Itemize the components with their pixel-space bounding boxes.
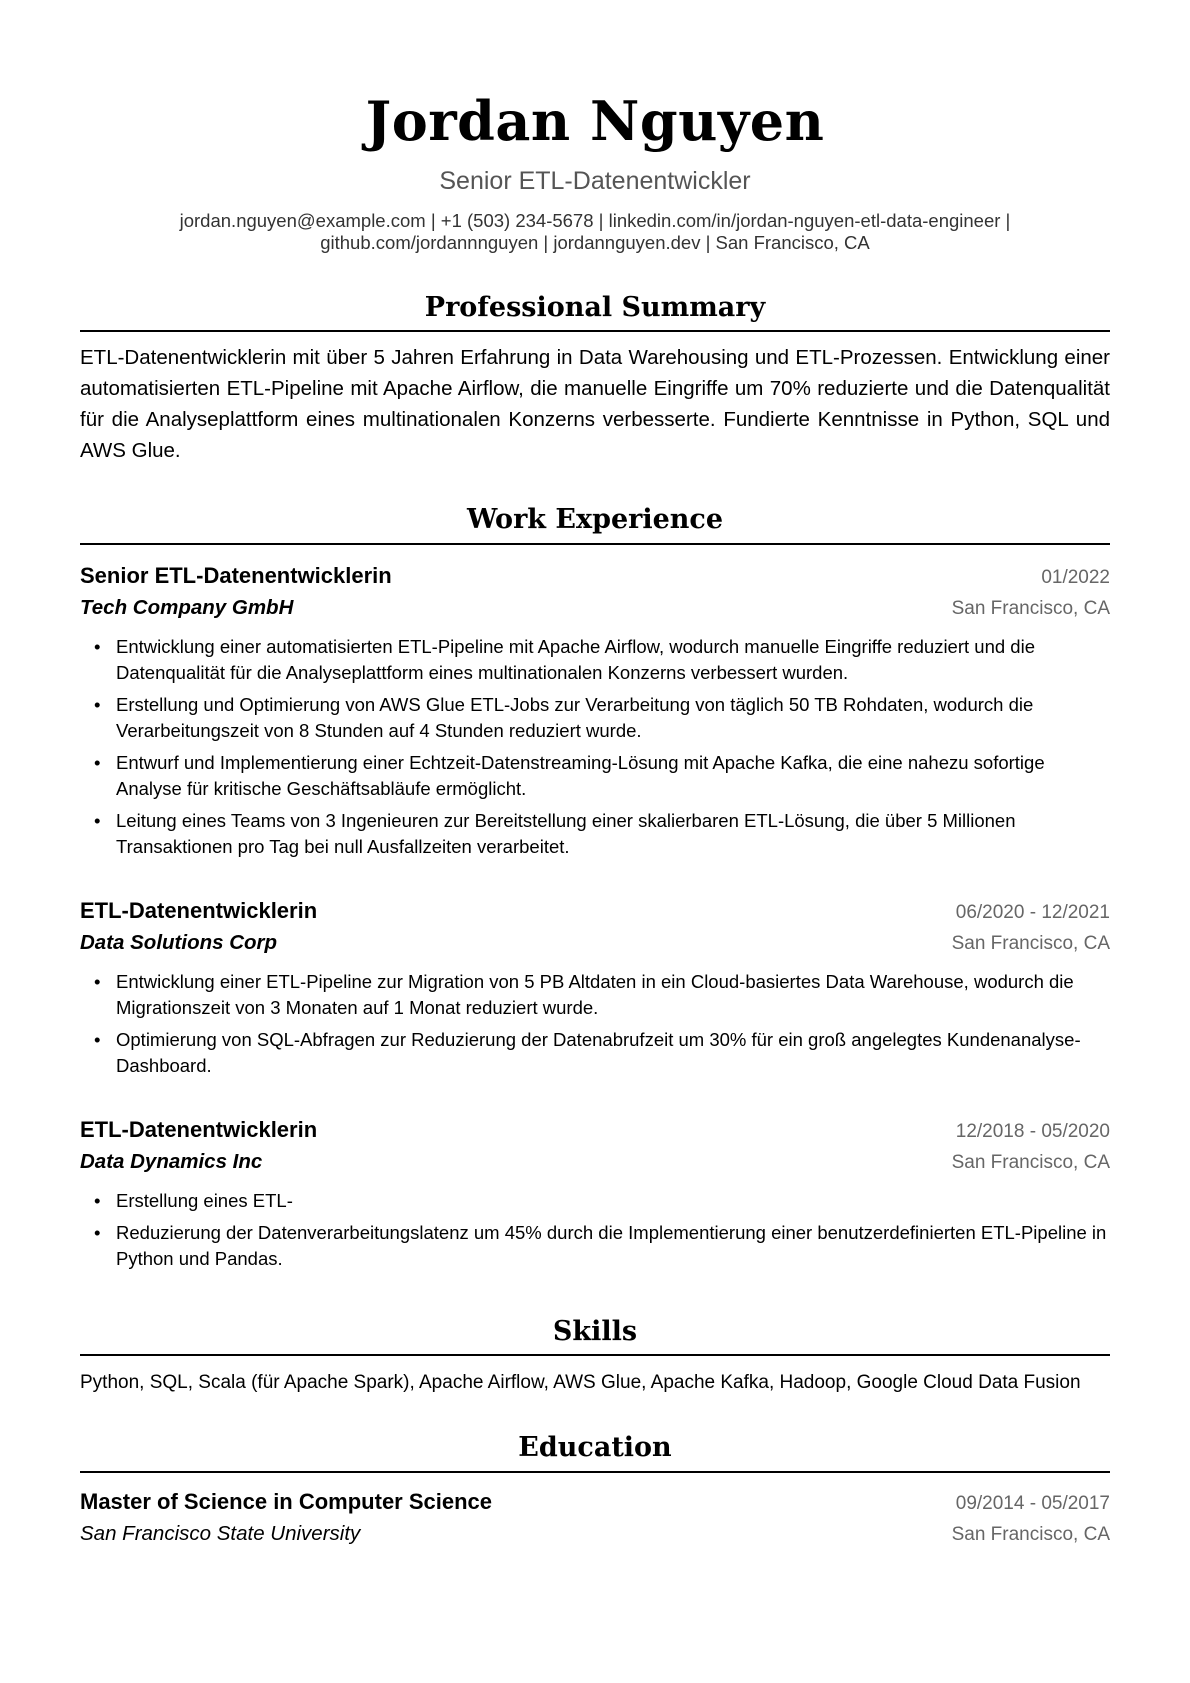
job-location: San Francisco, CA bbox=[951, 597, 1110, 619]
job-bullets bbox=[80, 634, 1110, 860]
job-bullet: • Leitung eines Teams von 3 Ingenieuren zur Bereitstellung einer skalierbaren ETL-Lösung, die über 5 Millionen Transaktionen pro Tag bei null Ausfallzeiten verarbeitet. bbox=[116, 808, 1110, 860]
summary-heading: Professional Summary bbox=[80, 292, 1110, 332]
experience-heading: Work Experience bbox=[80, 504, 1110, 544]
education-section bbox=[80, 1432, 1110, 1549]
job-entry bbox=[80, 561, 1110, 860]
contact-info bbox=[80, 210, 1110, 254]
skills-heading: Skills bbox=[80, 1316, 1110, 1356]
job-bullets bbox=[80, 969, 1110, 1079]
resume-header bbox=[80, 89, 1110, 254]
education-school: San Francisco State University bbox=[80, 1521, 361, 1545]
job-role: ETL-Datenentwicklerin bbox=[80, 1116, 318, 1142]
education-date: 09/2014 - 05/2017 bbox=[955, 1492, 1110, 1514]
job-company: Tech Company GmbH bbox=[80, 595, 294, 619]
job-bullet: • Reduzierung der Datenverarbeitungslatenz um 45% durch die Implementierung einer benutzerdefinierten ETL-Pipeline in Python und Pandas. bbox=[116, 1220, 1110, 1272]
job-date: 01/2022 bbox=[1041, 566, 1110, 588]
candidate-name: Jordan Nguyen bbox=[365, 89, 825, 153]
job-bullet: • Entwicklung einer automatisierten ETL-Pipeline mit Apache Airflow, wodurch manuelle Eingriffe reduziert und die Datenqualität für die Analyseplattform eines multinationalen Konzerns verbessert wurden. bbox=[116, 634, 1110, 686]
summary-section bbox=[80, 292, 1110, 466]
job-bullets bbox=[80, 1188, 1110, 1272]
job-entry bbox=[80, 1115, 1110, 1272]
contact-line-1: jordan.nguyen@example.com | +1 (503) 234-5678 | linkedin.com/in/jordan-nguyen-etl-data-engineer | bbox=[179, 210, 1011, 231]
job-company: Data Dynamics Inc bbox=[80, 1149, 263, 1173]
education-location: San Francisco, CA bbox=[951, 1523, 1110, 1545]
summary-text: ETL-Datenentwicklerin mit über 5 Jahren Erfahrung in Data Warehousing und ETL-Prozessen. Entwicklung einer automatisierten ETL-Pipeline mit Apache Airflow, die manuelle Eingriffe um 70% reduzierte und die Datenqualität für die Analyseplattform eines multinationalen Konzerns verbesserte. Fundierte Kenntnisse in Python, SQL und AWS Glue. bbox=[80, 346, 1110, 463]
job-location: San Francisco, CA bbox=[951, 932, 1110, 954]
job-role: Senior ETL-Datenentwicklerin bbox=[80, 562, 392, 588]
job-role: ETL-Datenentwicklerin bbox=[80, 897, 318, 923]
job-location: San Francisco, CA bbox=[951, 1151, 1110, 1173]
job-bullet: • Erstellung eines ETL- bbox=[116, 1188, 1110, 1214]
job-company: Data Solutions Corp bbox=[80, 930, 278, 954]
experience-section bbox=[80, 504, 1110, 1271]
job-bullet: • Entwurf und Implementierung einer Echtzeit-Datenstreaming-Lösung mit Apache Kafka, die eine nahezu sofortige Analyse für kritische Geschäftsabläufe ermöglicht. bbox=[116, 750, 1110, 802]
skills-text: Python, SQL, Scala (für Apache Spark), Apache Airflow, AWS Glue, Apache Kafka, Hadoop, Google Cloud Data Fusion bbox=[80, 1372, 1081, 1394]
contact-line-2: github.com/jordannnguyen | jordannguyen.dev | San Francisco, CA bbox=[320, 232, 870, 253]
candidate-title: Senior ETL-Datenentwickler bbox=[439, 167, 751, 195]
job-bullet: • Erstellung und Optimierung von AWS Glue ETL-Jobs zur Verarbeitung von täglich 50 TB Rohdaten, wodurch die Verarbeitungszeit von 8 Stunden auf 4 Stunden reduziert wurde. bbox=[116, 692, 1110, 744]
job-bullet: • Entwicklung einer ETL-Pipeline zur Migration von 5 PB Altdaten in ein Cloud-basiertes Data Warehouse, wodurch die Migrationszeit von 3 Monaten auf 1 Monat reduziert wurde. bbox=[116, 969, 1110, 1021]
education-degree: Master of Science in Computer Science bbox=[80, 1488, 493, 1514]
job-bullet: • Optimierung von SQL-Abfragen zur Reduzierung der Datenabrufzeit um 30% für ein groß angelegtes Kundenanalyse-Dashboard. bbox=[116, 1027, 1110, 1079]
education-heading: Education bbox=[80, 1432, 1110, 1472]
job-date: 06/2020 - 12/2021 bbox=[955, 901, 1110, 923]
job-entry bbox=[80, 896, 1110, 1079]
education-entry bbox=[80, 1487, 1110, 1550]
job-date: 12/2018 - 05/2020 bbox=[955, 1120, 1110, 1142]
skills-section bbox=[80, 1316, 1110, 1396]
